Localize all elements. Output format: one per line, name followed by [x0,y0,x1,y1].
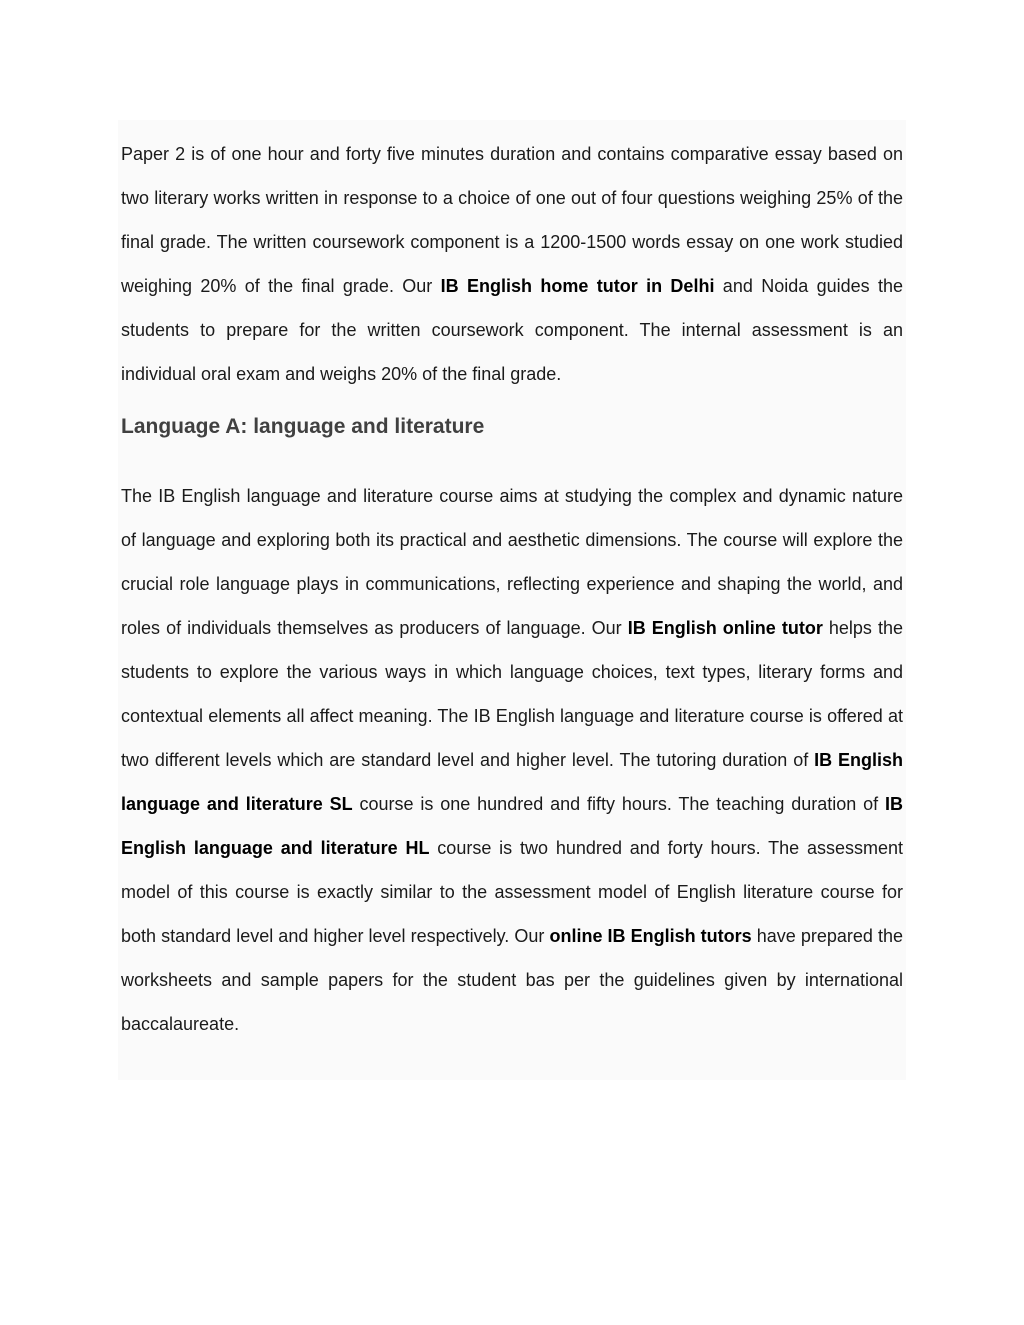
section-heading: Language A: language and literature [121,415,485,438]
bold-keyword-hl-course: IB English language and literature HL [121,794,903,858]
bold-keyword-online-tutor: IB English online tutor [627,618,823,638]
bold-keyword-home-tutor-delhi: IB English home tutor in Delhi [440,276,715,296]
paragraph-text: course is two hundred and forty hours. The assessment model of this course is exactly similar to the assessment model of English literature course for both standard level and higher level respectively. Our [121,838,904,946]
paragraph-text: helps the students to explore the various ways in which language choices, text types, literary forms and contextual elements all affect meaning. The IB English language and literature course is offered at two different levels which are standard level and higher level. The tutoring duration of [121,618,903,770]
bold-keyword-online-tutors: online IB English tutors [549,926,752,946]
paragraph-text: Paper 2 is of one hour and forty five minutes duration and contains comparative essay based on two literary works written in response to a choice of one out of four questions weighing 25% of the final grade. The written coursework component is a 1200-1500 words essay on one work studied weighing 20% of the final grade. Our [121,144,903,296]
paragraph-text: course is one hundred and fifty hours. The teaching duration of [352,794,885,814]
text-content-block [118,120,906,1080]
paragraph-text: The IB English language and literature course aims at studying the complex and dynamic nature of language and exploring both its practical and aesthetic dimensions. The course will explore the crucial role language plays in communications, reflecting experience and shaping the world, and roles of individuals themselves as producers of language. Our [121,486,903,638]
paragraph-text: and Noida guides the students to prepare for the written coursework component. The internal assessment is an individual oral exam and weighs 20% of the final grade. [121,276,903,384]
bold-keyword-sl-course: IB English language and literature SL [121,750,903,814]
paragraph-text: have prepared the worksheets and sample papers for the student bas per the guidelines given by international baccalaureate. [121,926,904,1034]
paragraph-language-literature [121,474,903,1046]
paragraph-paper-2 [121,132,903,396]
